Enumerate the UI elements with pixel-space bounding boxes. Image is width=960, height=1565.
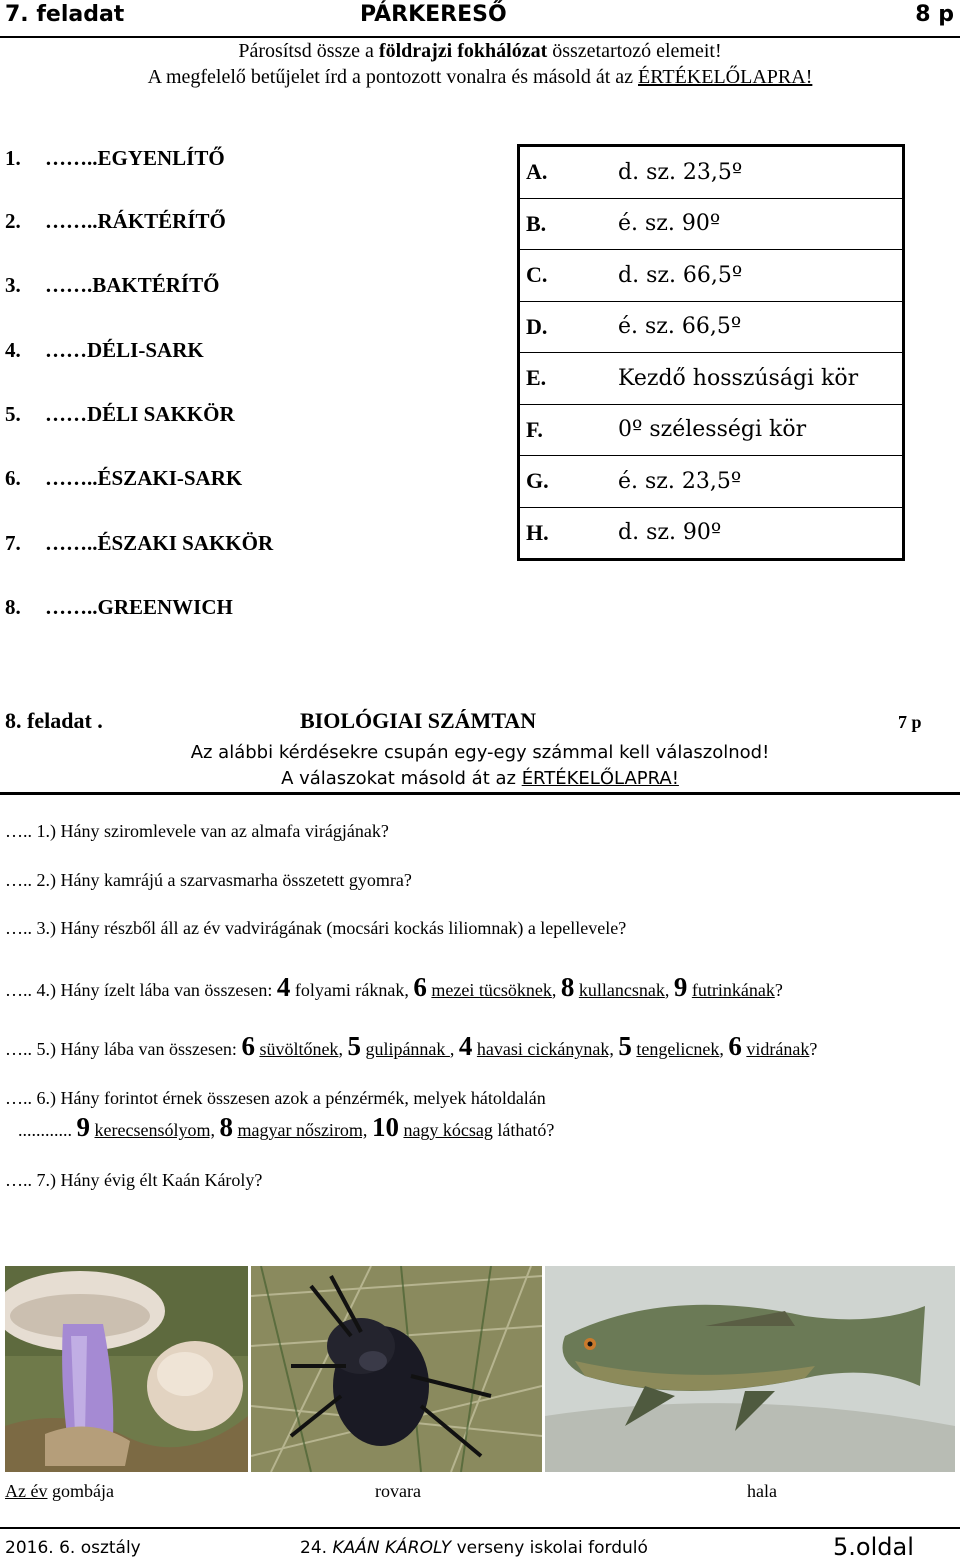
table-row: F. 0º szélességi kör [519,404,904,456]
table-row: H. d. sz. 90º [519,507,904,560]
table-row: G. é. sz. 23,5º [519,456,904,508]
mushroom-image [5,1266,248,1472]
task8-header [0,704,960,795]
task7-number: 7. feladat [5,2,125,27]
left-item[interactable]: 2. ……..RÁKTÉRÍTŐ [5,209,226,233]
table-row: D. é. sz. 66,5º [519,301,904,353]
cricket-photo [251,1266,542,1472]
task8-title: BIOLÓGIAI SZÁMTAN [300,708,537,733]
caption-mushroom: Az év gombája [5,1481,114,1501]
page-footer [0,1527,960,1565]
table-row: E. Kezdő hosszúsági kör [519,353,904,405]
question-6-line-1: ….. 6.) Hány forintot érnek összesen azok a pénzérmék, melyek hátoldalán [5,1088,546,1108]
question-7: ….. 7.) Hány évig élt Kaán Károly? [5,1170,263,1190]
task7-instruction-1: Párosítsd össze a földrajzi fokhálózat összetartozó elemeit! [238,40,722,62]
left-item[interactable]: 1. ……..EGYENLÍTŐ [5,146,225,170]
evaluation-sheet-ref: ÉRTÉKELŐLAPRA! [521,768,679,789]
caption-fish: hala [747,1481,777,1501]
caption-insect: rovara [375,1481,421,1501]
left-item[interactable]: 6. ……..ÉSZAKI-SARK [5,466,243,490]
evaluation-sheet-ref: ÉRTÉKELŐLAPRA! [638,66,813,88]
question-2: ….. 2.) Hány kamrájú a szarvasmarha összetett gyomra? [5,870,412,890]
left-item[interactable]: 5. ……DÉLI SAKKÖR [5,402,235,426]
left-item[interactable]: 8. ……..GREENWICH [5,595,233,619]
left-item[interactable]: 7. ……..ÉSZAKI SAKKÖR [5,531,274,555]
task8-instruction-1: Az alábbi kérdésekre csupán egy-egy számmal kell válaszolnod! [190,742,770,763]
footer-competition: 24. KAÁN KÁROLY verseny iskolai forduló [300,1538,648,1558]
fish-photo [545,1266,955,1472]
task7-points: 8 p [915,2,954,27]
highlight-term: földrajzi fokhálózat [378,40,548,62]
page-number: 5.oldal [833,1533,914,1561]
task7-title: PÁRKERESŐ [360,2,507,27]
task8-number: 8. feladat . [5,708,103,733]
table-row: A. d. sz. 23,5º [519,146,904,199]
question-6-line-2: ............ 9 kerecsensólyom, 8 magyar nőszirom, 10 nagy kócsag látható? [18,1112,555,1142]
task7-header [0,0,960,38]
table-row: B. é. sz. 90º [519,198,904,250]
fish-image [545,1266,955,1472]
question-3: ….. 3.) Hány részből áll az év vadvirágának (mocsári kockás liliomnak) a lepellevele? [5,918,627,938]
footer-grade: 2016. 6. osztály [5,1538,141,1558]
table-row: C. d. sz. 66,5º [519,250,904,302]
left-item[interactable]: 3. …….BAKTÉRÍTŐ [5,273,220,297]
task8-instruction-2: A válaszokat másold át az ÉRTÉKELŐLAPRA! [281,768,679,789]
question-5: ….. 5.) Hány lába van összesen: 6 süvöltőnek, 5 gulipánnak , 4 havasi cickánynak, 5 tengelicnek, 6 vidrának? [5,1031,818,1061]
left-item[interactable]: 4. ……DÉLI-SARK [5,338,204,362]
matching-right-table [517,144,905,561]
task7-instruction-2: A megfelelő betűjelet írd a pontozott vonalra és másold át az ÉRTÉKELŐLAPRA! [147,66,813,88]
mushroom-photo [5,1266,248,1472]
task8-points: 7 p [898,712,922,732]
cricket-image [251,1266,542,1472]
question-1: ….. 1.) Hány sziromlevele van az almafa virágjának? [5,821,389,841]
question-4: ….. 4.) Hány ízelt lába van összesen: 4 folyami ráknak, 6 mezei tücsöknek, 8 kullancsnak, 9 futrinkának? [5,972,783,1002]
